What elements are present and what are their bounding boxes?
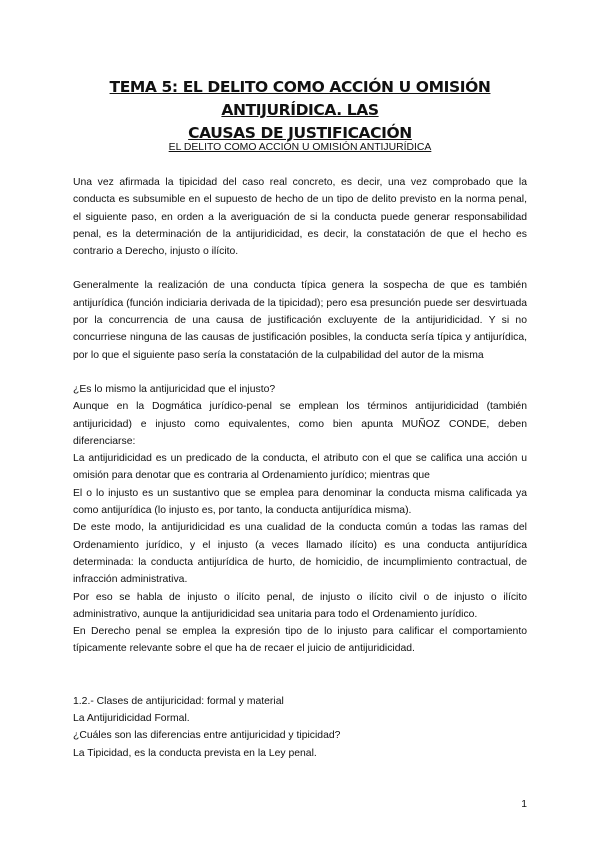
- section-heading-clases: 1.2.- Clases de antijuricidad: formal y material: [73, 695, 284, 707]
- section-heading: EL DELITO COMO ACCIÓN U OMISIÓN ANTIJURÍDICA: [168, 142, 432, 153]
- list-item: La Tipicidad, es la conducta prevista en la Ley penal.: [73, 747, 317, 759]
- list-item: ¿Cuáles son las diferencias entre antijuricidad y tipicidad?: [73, 730, 341, 742]
- title-line-1: TEMA 5: EL DELITO COMO ACCIÓN U OMISIÓN ANTIJURÍDICA. LAS: [109, 78, 491, 119]
- paragraph-dogmatica: Aunque en la Dogmática jurídico-penal se emplean los términos antijuridicidad (también antijuricidad) e injusto como equivalentes, como bien apunta MUÑOZ CONDE, deben diferenciarse:: [73, 401, 527, 447]
- paragraph-intro: Una vez afirmada la tipicidad del caso real concreto, es decir, una vez comprobado que la conducta es subsumible en el supuesto de hecho de un tipo de delito previsto en la norma penal, el siguiente paso, en orden a la averiguación de si la conducta puede generar responsabilidad penal, es la determinación de la antijuridicidad, es decir, la constatación de que el hecho es contrario a Derecho, injusto o ilícito.: [73, 177, 527, 258]
- paragraph-ilicito: Por eso se habla de injusto o ilícito penal, de injusto o ilícito civil o de injusto o ilícito administrativo, aunque la antijuridicidad sea unitaria para todo el Ordenamiento jurídico.: [73, 591, 527, 620]
- paragraph-sustantivo: El o lo injusto es un sustantivo que se emplea para denominar la conducta misma calificada ya como antijurídica (lo injusto es, por tanto, la conducta antijurídica misma).: [73, 487, 527, 517]
- page-number: 1: [521, 799, 527, 810]
- paragraph-predicado: La antijuridicidad es un predicado de la conducta, el atributo con el que se califica una acción u omisión para denotar que es contraria al Ordenamiento jurídico; mientras que: [73, 453, 527, 482]
- document-body: [73, 174, 527, 762]
- question-injusto: ¿Es lo mismo la antijuricidad que el injusto?: [73, 383, 276, 395]
- list-item: La Antijuridicidad Formal.: [73, 713, 190, 725]
- document-title: [60, 76, 540, 145]
- paragraph-tipo-injusto: En Derecho penal se emplea la expresión tipo de lo injusto para calificar el comportamiento típicamente relevante sobre el que ha de recaer el juicio de antijuridicidad.: [73, 626, 527, 655]
- title-line-2: CAUSAS DE JUSTIFICACIÓN: [188, 124, 412, 142]
- paragraph-cualidad: De este modo, la antijuridicidad es una cualidad de la conducta común a todas las ramas del Ordenamiento jurídico, y el injusto (a veces llamado ilícito) es una conducta antijurídica determinada: la conducta antijurídica de hurto, de homicidio, de incumplimiento contractual, de infracción administrativa.: [73, 522, 527, 586]
- paragraph-indiciaria: Generalmente la realización de una conducta típica genera la sospecha de que es también antijurídica (función indiciaria derivada de la tipicidad); pero esa presunción puede ser desvirtuada por la concurrencia de una causa de justificación excluyente de la antijuridicidad. Y si no concurriese ninguna de las causas de justificación posibles, la conducta sería típica y antijurídica, por lo que el siguiente paso sería la constatación de la culpabilidad del autor de la misma: [73, 280, 527, 361]
